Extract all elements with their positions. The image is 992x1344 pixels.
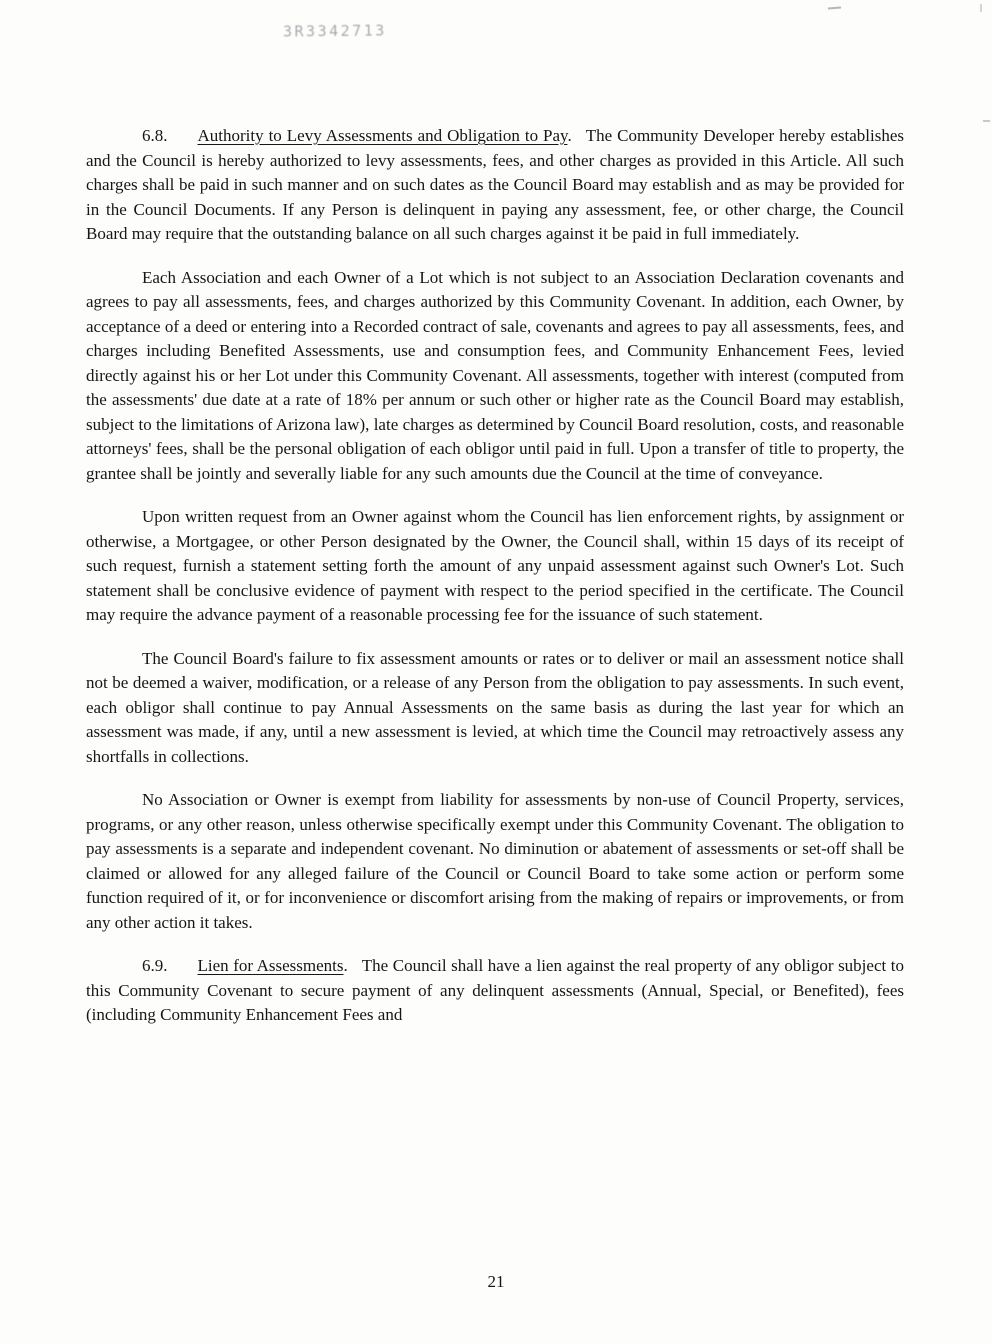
document-body bbox=[86, 124, 904, 1047]
paragraph-text: Each Association and each Owner of a Lot which is not subject to an Association Declaration covenants and agrees to pay all assessments, fees, and charges authorized by this Community Covenant. In addition, each Owner, by acceptance of a deed or entering into a Recorded contract of sale, covenants and agrees to pay all assessments, fees, and charges including Benefited Assessments, use and consumption fees, and Community Enhancement Fees, levied directly against his or her Lot under this Community Covenant. All assessments, together with interest (computed from the assessments' due date at a rate of 18% per annum or such other or higher rate as the Council Board may establish, subject to the limitations of Arizona law), late charges as determined by Council Board resolution, costs, and reasonable attorneys' fees, shall be the personal obligation of each obligor until paid in full. Upon a transfer of title to property, the grantee shall be jointly and severally liable for any such amounts due the Council at the time of conveyance. bbox=[86, 267, 904, 483]
paragraph-text: No Association or Owner is exempt from liability for assessments by non-use of Council Property, services, programs, or any other reason, unless otherwise specifically exempt under this Community Covenant. The obligation to pay assessments is a separate and independent covenant. No diminution or abatement of assessments or set-off shall be claimed or allowed for any alleged failure of the Council or Council Board to take some action or perform some function required of it, or for inconvenience or discomfort arising from the making of repairs or improvements, or from any other action it takes. bbox=[86, 790, 904, 932]
scan-artifact bbox=[828, 7, 841, 10]
body-paragraph bbox=[86, 647, 904, 770]
body-paragraph bbox=[86, 266, 904, 487]
recorder-stamp: 3R3342713 bbox=[282, 21, 387, 41]
section-6-9-paragraph bbox=[86, 954, 904, 1028]
paragraph-text: Upon written request from an Owner against whom the Council has lien enforcement rights, by assignment or otherwise, a Mortgagee, or other Person designated by the Owner, the Council shall, within 15 days of its receipt of such request, furnish a statement setting forth the amount of any unpaid assessment against such Owner's Lot. Such statement shall be conclusive evidence of payment with respect to the period specified in the certificate. The Council may require the advance payment of a reasonable processing fee for the issuance of such statement. bbox=[86, 507, 904, 624]
body-paragraph bbox=[86, 505, 904, 628]
page-number: 21 bbox=[487, 1272, 505, 1291]
section-title-period: . bbox=[343, 956, 348, 975]
section-body-text: The Council shall have a lien against the real property of any obligor subject to this Community Covenant to secure payment of any delinquent assessments (Annual, Special, or Benefited), fees (including Community Enhancement Fees and bbox=[86, 956, 904, 1024]
section-body-text: The Community Developer hereby establishes and the Council is hereby authorized to levy assessments, fees, and other charges as provided in this Article. All such charges shall be paid in such manner and on such dates as the Council Board may establish and as may be provided for in the Council Documents. If any Person is delinquent in paying any assessment, fee, or other charge, the Council Board may require that the outstanding balance on all such charges against it be paid in full immediately. bbox=[86, 126, 904, 243]
section-6-8-paragraph bbox=[86, 124, 904, 247]
section-title-period: . bbox=[567, 126, 572, 145]
scan-artifact bbox=[983, 120, 990, 122]
scan-artifact bbox=[980, 4, 982, 12]
body-paragraph bbox=[86, 788, 904, 935]
section-number: 6.8. bbox=[142, 126, 168, 145]
section-title: Authority to Levy Assessments and Obligation to Pay bbox=[197, 126, 568, 145]
paragraph-text: The Council Board's failure to fix assessment amounts or rates or to deliver or mail an assessment notice shall not be deemed a waiver, modification, or a release of any Person from the obligation to pay assessments. In such event, each obligor shall continue to pay Annual Assessments on the same basis as during the last year for which an assessment was made, if any, until a new assessment is levied, at which time the Council may retroactively assess any shortfalls in collections. bbox=[86, 648, 904, 766]
section-title: Lien for Assessments bbox=[197, 956, 344, 975]
section-number: 6.9. bbox=[142, 956, 168, 975]
